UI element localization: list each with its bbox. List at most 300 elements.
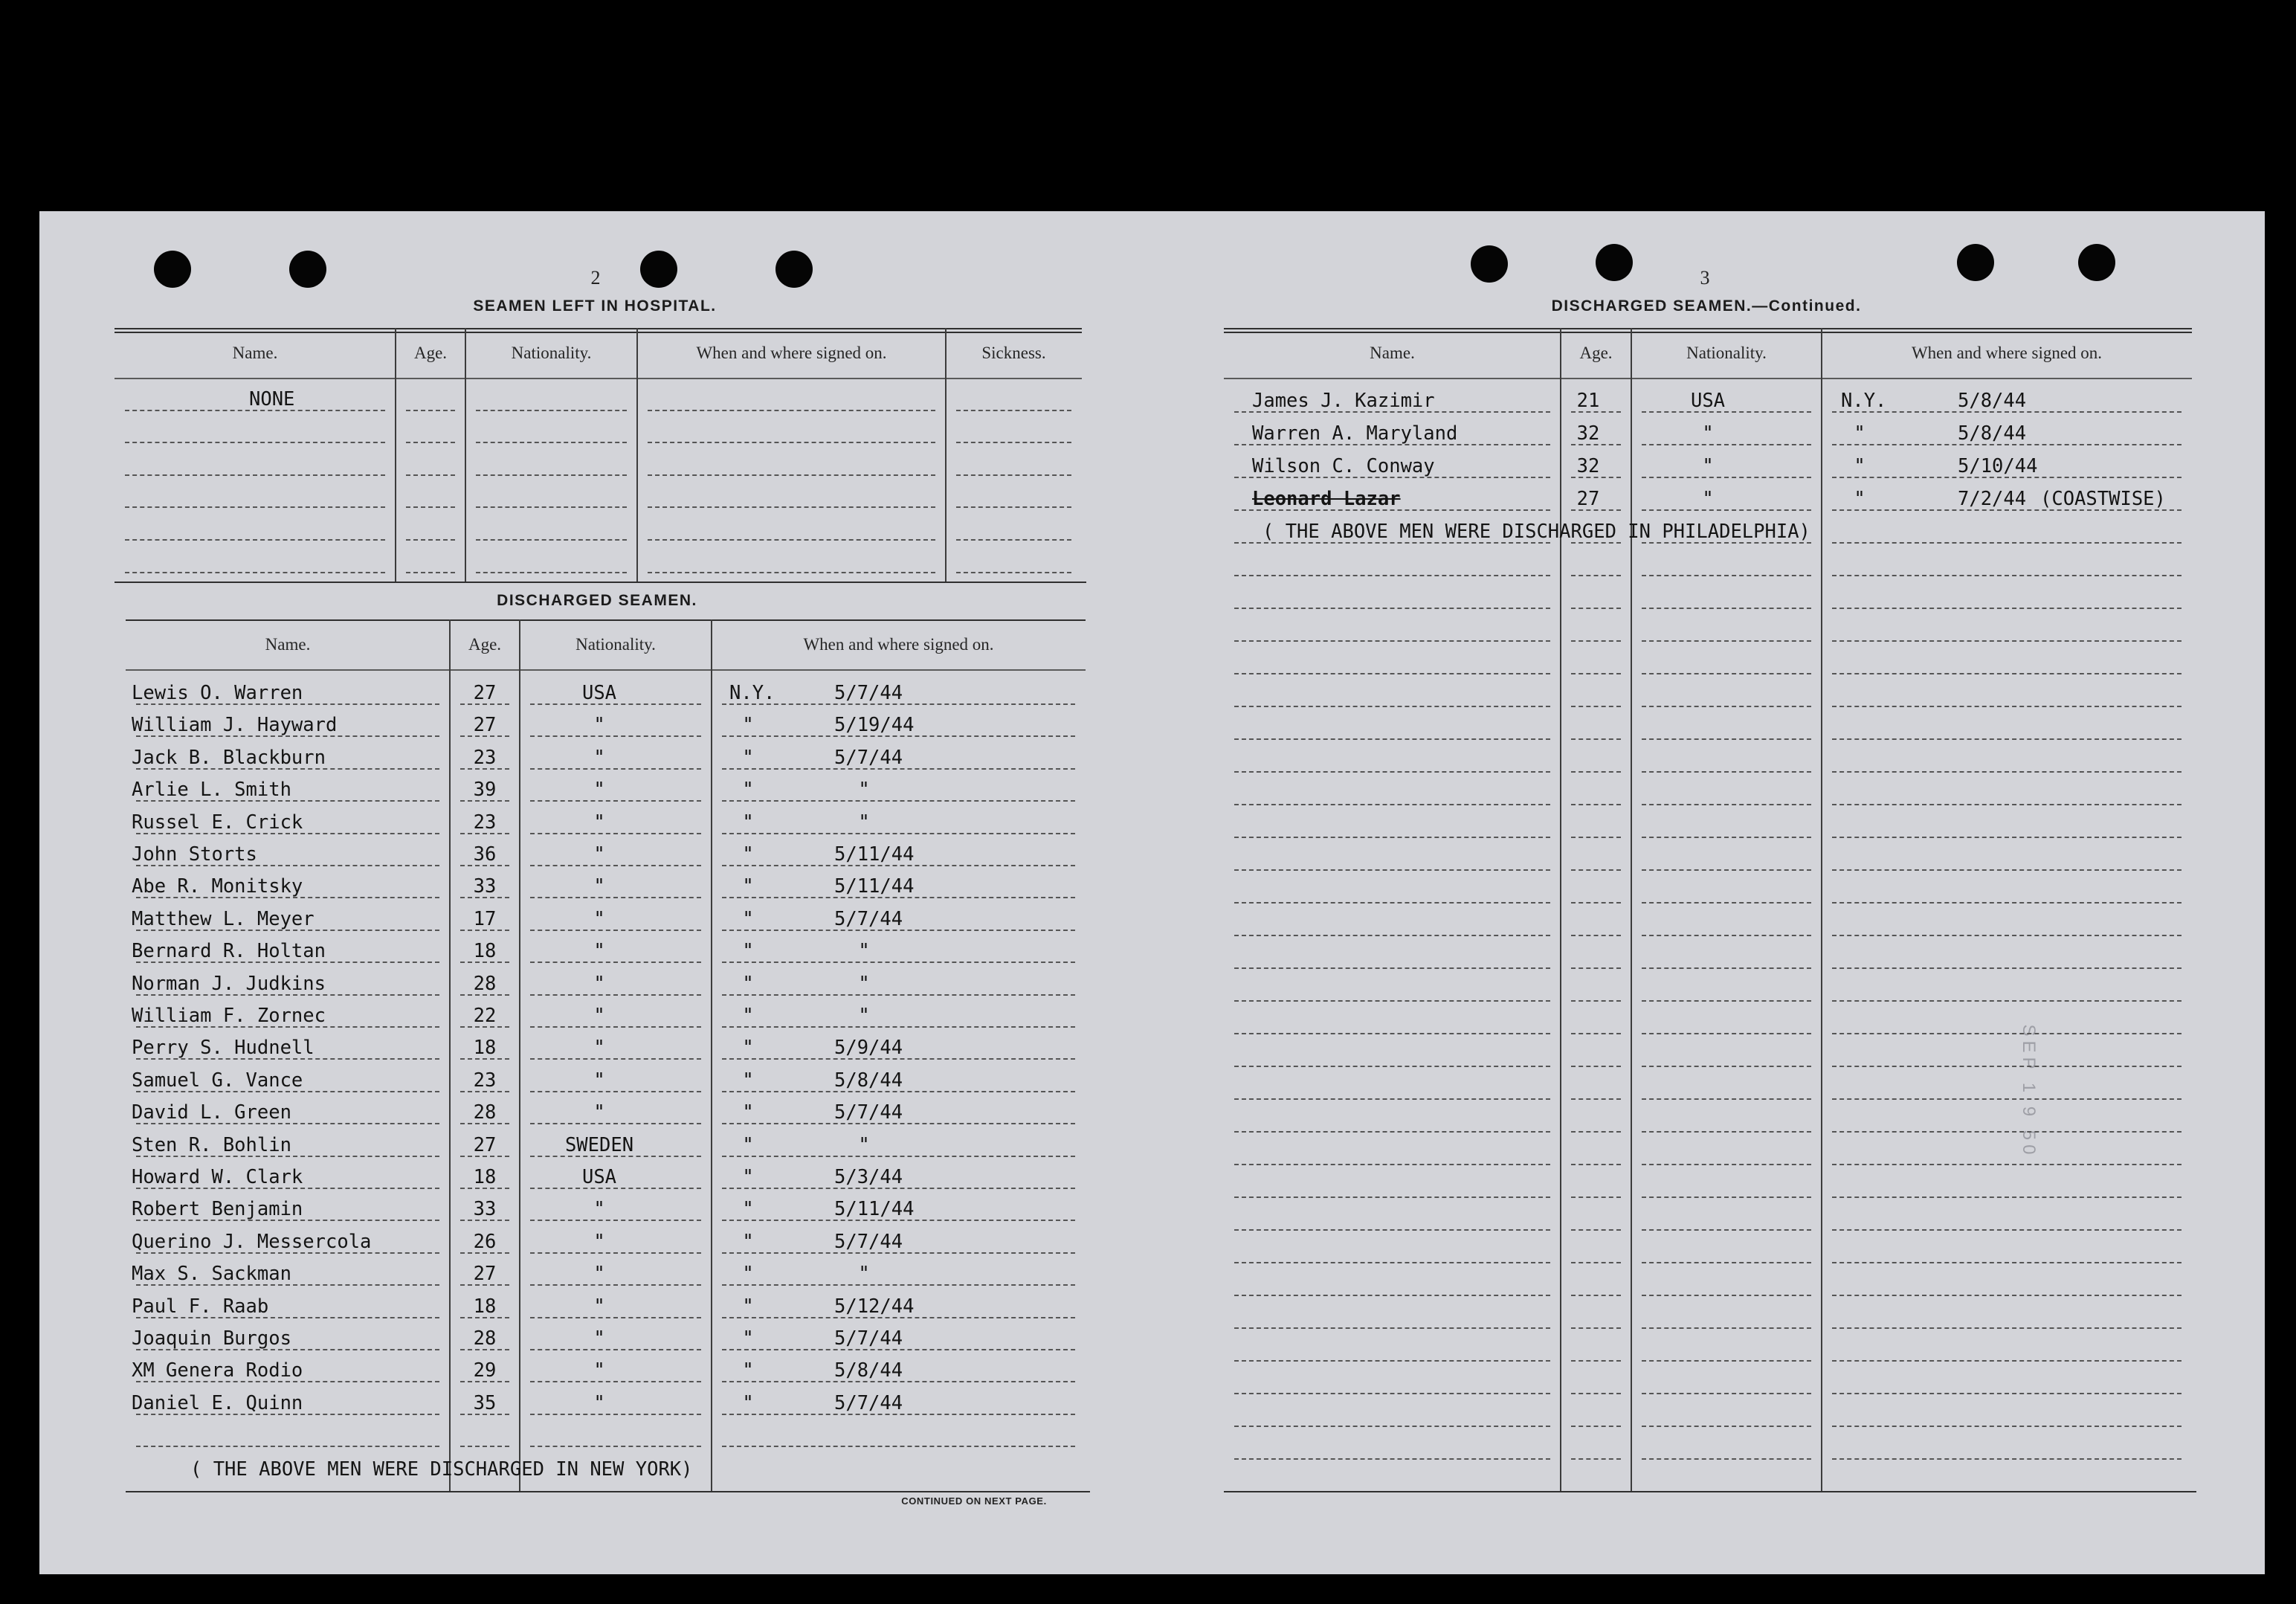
discharged-age-cell: 39 — [473, 779, 497, 802]
row-rule — [530, 1446, 701, 1447]
row-rule — [1234, 1327, 1550, 1329]
row-rule — [125, 474, 385, 476]
row-rule — [1234, 967, 1550, 969]
discharged-nationality-cell: " — [593, 1391, 605, 1414]
discharged-nationality-cell: " — [593, 1069, 605, 1092]
column-divider — [395, 328, 396, 582]
discharged-continued-header-signed_on: When and where signed on. — [1911, 344, 2103, 362]
row-rule — [648, 442, 935, 443]
row-rule — [406, 539, 455, 541]
row-rule — [648, 506, 935, 508]
discharged-nationality-cell: " — [593, 779, 605, 802]
row-rule — [530, 735, 701, 737]
row-rule — [1571, 738, 1621, 740]
row-rule — [530, 1317, 701, 1318]
row-rule — [1832, 1295, 2181, 1296]
discharged-nationality-cell: USA — [581, 682, 617, 704]
row-rule — [1571, 706, 1621, 707]
row-rule — [1571, 1000, 1621, 1002]
row-rule — [1234, 804, 1550, 805]
discharged-place-cell: " — [742, 1133, 754, 1156]
discharged-date-cell: 5/7/44 — [834, 682, 903, 704]
discharged-nationality-cell: " — [593, 1101, 605, 1124]
row-rule — [530, 1091, 701, 1092]
form-sheet — [39, 211, 2265, 1574]
discharged-note: ( THE ABOVE MEN WERE DISCHARGED IN NEW YORK) — [190, 1458, 693, 1481]
row-rule — [1832, 967, 2181, 969]
row-rule — [1234, 738, 1550, 740]
discharged-nationality-cell: " — [593, 1327, 605, 1350]
row-rule — [1571, 837, 1621, 838]
row-rule — [1234, 1458, 1550, 1460]
discharged-continued-header-name: Name. — [1370, 344, 1415, 362]
discharged-continued-age-cell: 21 — [1576, 390, 1600, 412]
discharged-age-cell: 27 — [473, 682, 497, 704]
discharged-continued-header-age: Age. — [1579, 344, 1613, 362]
row-rule — [1832, 1458, 2181, 1460]
discharged-date-cell: " — [858, 940, 870, 963]
punch-hole — [640, 251, 677, 288]
row-rule — [1642, 640, 1811, 642]
row-rule — [1832, 738, 2181, 740]
discharged-nationality-cell: " — [593, 1005, 605, 1027]
row-rule — [125, 539, 385, 541]
discharged-age-cell: 33 — [473, 875, 497, 898]
discharged-nationality-cell: " — [593, 1198, 605, 1221]
row-rule — [530, 962, 701, 963]
discharged-place-cell: " — [742, 1101, 754, 1124]
discharged-name-cell: Matthew L. Meyer — [132, 907, 315, 930]
discharged-place-cell: " — [742, 940, 754, 963]
row-rule — [530, 768, 701, 770]
row-rule — [722, 1284, 1075, 1286]
row-rule — [1832, 804, 2181, 805]
discharged-continued-nationality-cell: " — [1702, 422, 1714, 445]
row-rule — [1571, 673, 1621, 674]
row-rule — [648, 572, 935, 573]
row-rule — [1234, 673, 1550, 674]
discharged-section-title: DISCHARGED SEAMEN. — [497, 592, 697, 609]
row-rule — [1571, 869, 1621, 871]
discharged-continued-nationality-cell: " — [1702, 455, 1714, 477]
discharged-continued-place-cell: N.Y. — [1841, 390, 1887, 412]
row-rule — [1571, 640, 1621, 642]
row-rule — [1571, 1393, 1621, 1394]
discharged-name-cell: Joaquin Burgos — [132, 1327, 291, 1350]
discharged-place-cell: " — [742, 1037, 754, 1060]
discharged-age-cell: 36 — [473, 843, 497, 866]
row-rule — [1234, 575, 1550, 576]
discharged-name-cell: XM Genera Rodio — [132, 1359, 303, 1382]
discharged-name-cell: Lewis O. Warren — [132, 682, 303, 704]
row-rule — [1642, 935, 1811, 936]
discharged-age-cell: 18 — [473, 1037, 497, 1060]
row-rule — [1234, 1164, 1550, 1165]
discharged-date-cell: 5/11/44 — [834, 1198, 915, 1221]
row-rule — [1642, 804, 1811, 805]
discharged-continued-place-cell: " — [1854, 488, 1866, 510]
row-rule — [125, 572, 385, 573]
discharged-place-cell: " — [742, 779, 754, 802]
discharged-nationality-cell: " — [593, 843, 605, 866]
row-rule — [125, 442, 385, 443]
discharged-name-cell: Bernard R. Holtan — [132, 940, 326, 963]
hospital-header-nationality: Nationality. — [511, 344, 592, 362]
row-rule — [530, 1123, 701, 1124]
row-rule — [1234, 837, 1550, 838]
discharged-place-cell: " — [742, 1166, 754, 1188]
row-rule — [406, 572, 455, 573]
row-rule — [1234, 1426, 1550, 1427]
row-rule — [1642, 608, 1811, 609]
row-rule — [722, 1156, 1075, 1157]
discharged-place-cell: " — [742, 1263, 754, 1286]
row-rule — [530, 1220, 701, 1221]
row-rule — [648, 539, 935, 541]
discharged-date-cell: 5/7/44 — [834, 1327, 903, 1350]
row-rule — [530, 897, 701, 898]
discharged-date-cell: 5/8/44 — [834, 1069, 903, 1092]
discharged-continued-note: ( THE ABOVE MEN WERE DISCHARGED IN PHILADELPHIA) — [1263, 521, 1810, 543]
row-rule — [1571, 1360, 1621, 1362]
row-rule — [1234, 1295, 1550, 1296]
discharged-age-cell: 28 — [473, 972, 497, 995]
discharged-date-cell: 5/9/44 — [834, 1037, 903, 1060]
discharged-continued-age-cell: 32 — [1576, 422, 1600, 445]
discharged-continued-name-cell: Warren A. Maryland — [1252, 422, 1458, 445]
row-rule — [722, 1446, 1075, 1447]
row-rule — [1832, 902, 2181, 904]
column-divider — [945, 328, 947, 582]
discharged-date-cell: " — [858, 972, 870, 995]
hospital-header-signed_on: When and where signed on. — [696, 344, 887, 362]
discharged-nationality-cell: " — [593, 1295, 605, 1318]
row-rule — [1642, 1327, 1811, 1329]
discharged-nationality-cell: SWEDEN — [564, 1133, 634, 1156]
discharged-age-cell: 27 — [473, 1263, 497, 1286]
column-divider — [711, 619, 712, 1491]
discharged-date-cell: " — [858, 1133, 870, 1156]
discharged-date-cell: 5/7/44 — [834, 1230, 903, 1253]
row-rule — [1642, 967, 1811, 969]
row-rule — [1642, 1098, 1811, 1100]
header-rule — [115, 378, 1082, 379]
row-rule — [1832, 706, 2181, 707]
row-rule — [530, 994, 701, 996]
row-rule — [1832, 673, 2181, 674]
row-rule — [1832, 1196, 2181, 1198]
row-rule — [1234, 1131, 1550, 1133]
row-rule — [1832, 771, 2181, 773]
table-bottom-rule — [1224, 1491, 2196, 1492]
table-top-rule — [1224, 332, 2192, 333]
row-rule — [956, 539, 1071, 541]
discharged-name-cell: Max S. Sackman — [132, 1263, 291, 1286]
row-rule — [1642, 1426, 1811, 1427]
discharged-nationality-cell: " — [593, 907, 605, 930]
row-rule — [1571, 1164, 1621, 1165]
discharged-age-cell: 27 — [473, 714, 497, 737]
discharged-continued-date-cell: 5/10/44 — [1958, 455, 2038, 477]
discharged-name-cell: Norman J. Judkins — [132, 972, 326, 995]
row-rule — [722, 994, 1075, 996]
discharged-nationality-cell: " — [593, 714, 605, 737]
discharged-age-cell: 23 — [473, 746, 497, 769]
discharged-name-cell: Perry S. Hudnell — [132, 1037, 315, 1060]
table-bottom-rule — [115, 582, 1086, 583]
discharged-date-cell: 5/7/44 — [834, 907, 903, 930]
row-rule — [530, 1026, 701, 1028]
discharged-header-name: Name. — [265, 635, 311, 654]
discharged-name-cell: Querino J. Messercola — [132, 1230, 372, 1253]
row-rule — [1642, 444, 1811, 445]
row-rule — [1642, 1295, 1811, 1296]
page-number-left: 2 — [590, 267, 601, 289]
row-rule — [1234, 902, 1550, 904]
column-divider — [449, 619, 451, 1491]
column-divider — [1821, 328, 1822, 1491]
row-rule — [1832, 575, 2181, 576]
row-rule — [1571, 1426, 1621, 1427]
row-rule — [1571, 967, 1621, 969]
row-rule — [1832, 1327, 2181, 1329]
discharged-name-cell: Russel E. Crick — [132, 811, 303, 834]
row-rule — [1832, 1033, 2181, 1034]
discharged-continued-age-cell: 32 — [1576, 455, 1600, 477]
discharged-date-cell: " — [858, 811, 870, 834]
row-rule — [1234, 1098, 1550, 1100]
discharged-date-cell: 5/8/44 — [834, 1359, 903, 1382]
punch-hole — [2078, 244, 2115, 281]
discharged-name-cell: William F. Zornec — [132, 1005, 326, 1027]
row-rule — [530, 930, 701, 931]
punch-hole — [289, 251, 326, 288]
row-rule — [1571, 935, 1621, 936]
row-rule — [1234, 706, 1550, 707]
discharged-age-cell: 33 — [473, 1198, 497, 1221]
discharged-name-cell: Samuel G. Vance — [132, 1069, 303, 1092]
row-rule — [530, 865, 701, 866]
row-rule — [956, 410, 1071, 411]
discharged-nationality-cell: " — [593, 1359, 605, 1382]
row-rule — [1571, 575, 1621, 576]
discharged-name-cell: David L. Green — [132, 1101, 291, 1124]
row-rule — [476, 474, 627, 476]
row-rule — [1642, 477, 1811, 478]
discharged-continued-header-nationality: Nationality. — [1686, 344, 1767, 362]
discharged-header-age: Age. — [468, 635, 502, 654]
column-divider — [465, 328, 466, 582]
row-rule — [1832, 1393, 2181, 1394]
row-rule — [1832, 837, 2181, 838]
column-divider — [1560, 328, 1561, 1491]
row-rule — [1642, 1164, 1811, 1165]
row-rule — [1571, 771, 1621, 773]
discharged-nationality-cell: " — [593, 972, 605, 995]
discharged-name-cell: Robert Benjamin — [132, 1198, 303, 1221]
discharged-nationality-cell: " — [593, 1230, 605, 1253]
discharged-header-nationality: Nationality. — [575, 635, 656, 654]
row-rule — [1832, 1164, 2181, 1165]
discharged-date-cell: " — [858, 779, 870, 802]
discharged-place-cell: " — [742, 1069, 754, 1092]
discharged-continued-place-cell: " — [1854, 422, 1866, 445]
row-rule — [1642, 1000, 1811, 1002]
row-rule — [1642, 706, 1811, 707]
discharged-date-cell: 5/11/44 — [834, 875, 915, 898]
row-rule — [1642, 902, 1811, 904]
discharged-name-cell: Arlie L. Smith — [132, 779, 291, 802]
row-rule — [1234, 1262, 1550, 1263]
row-rule — [1832, 640, 2181, 642]
row-rule — [1832, 935, 2181, 936]
discharged-age-cell: 29 — [473, 1359, 497, 1382]
row-rule — [1571, 1131, 1621, 1133]
discharged-continued-date-cell: 7/2/44 — [1958, 488, 2027, 510]
discharged-nationality-cell: " — [593, 875, 605, 898]
row-rule — [1832, 869, 2181, 871]
row-rule — [956, 506, 1071, 508]
discharged-age-cell: 17 — [473, 907, 497, 930]
discharged-continued-nationality-cell: USA — [1690, 390, 1726, 412]
discharged-place-cell: " — [742, 907, 754, 930]
row-rule — [1832, 542, 2181, 544]
discharged-date-cell: 5/3/44 — [834, 1166, 903, 1188]
row-rule — [1571, 1033, 1621, 1034]
row-rule — [1234, 869, 1550, 871]
discharged-age-cell: 26 — [473, 1230, 497, 1253]
discharged-date-cell: " — [858, 1263, 870, 1286]
discharged-name-cell: Daniel E. Quinn — [132, 1391, 303, 1414]
discharged-name-cell: William J. Hayward — [132, 714, 338, 737]
row-rule — [476, 539, 627, 541]
discharged-nationality-cell: " — [593, 940, 605, 963]
row-rule — [136, 1446, 439, 1447]
page-number-right: 3 — [1700, 267, 1710, 289]
discharged-continued-date-cell: 5/8/44 — [1958, 390, 2027, 412]
row-rule — [530, 1284, 701, 1286]
discharged-age-cell: 18 — [473, 1295, 497, 1318]
discharged-nationality-cell: " — [593, 1037, 605, 1060]
row-rule — [1571, 1327, 1621, 1329]
table-top-rule — [1224, 328, 2192, 329]
row-rule — [530, 1058, 701, 1060]
row-rule — [1234, 1033, 1550, 1034]
row-rule — [406, 410, 455, 411]
row-rule — [476, 442, 627, 443]
punch-hole — [1596, 244, 1633, 281]
row-rule — [1234, 1229, 1550, 1231]
row-rule — [125, 506, 385, 508]
row-rule — [722, 1026, 1075, 1028]
row-rule — [1642, 1360, 1811, 1362]
column-divider — [519, 619, 520, 1491]
row-rule — [956, 572, 1071, 573]
row-rule — [1642, 1229, 1811, 1231]
row-rule — [1832, 1426, 2181, 1427]
discharged-date-cell: 5/7/44 — [834, 1391, 903, 1414]
row-rule — [648, 410, 935, 411]
discharged-age-cell: 22 — [473, 1005, 497, 1027]
header-rule — [126, 669, 1086, 671]
discharged-place-cell: " — [742, 1295, 754, 1318]
discharged-place-cell: " — [742, 1359, 754, 1382]
row-rule — [1571, 1196, 1621, 1198]
discharged-place-cell: " — [742, 811, 754, 834]
row-rule — [1832, 1262, 2181, 1263]
row-rule — [530, 1381, 701, 1382]
discharged-age-cell: 28 — [473, 1327, 497, 1350]
table-top-rule — [115, 332, 1082, 333]
row-rule — [1832, 1360, 2181, 1362]
discharged-name-cell: Sten R. Bohlin — [132, 1133, 291, 1156]
row-rule — [1642, 771, 1811, 773]
hospital-header-sickness: Sickness. — [981, 344, 1046, 362]
row-rule — [1571, 1458, 1621, 1460]
table-bottom-rule — [126, 1491, 1090, 1492]
row-rule — [1234, 608, 1550, 609]
discharged-date-cell: " — [858, 1005, 870, 1027]
row-rule — [460, 1446, 509, 1447]
column-divider — [1631, 328, 1632, 1491]
discharged-age-cell: 27 — [473, 1133, 497, 1156]
discharged-date-cell: 5/19/44 — [834, 714, 915, 737]
discharged-age-cell: 35 — [473, 1391, 497, 1414]
row-rule — [476, 506, 627, 508]
discharged-place-cell: N.Y. — [729, 682, 775, 704]
row-rule — [1571, 1098, 1621, 1100]
row-rule — [1234, 935, 1550, 936]
row-rule — [1832, 1229, 2181, 1231]
discharged-date-cell: 5/12/44 — [834, 1295, 915, 1318]
discharged-name-cell: Abe R. Monitsky — [132, 875, 303, 898]
discharged-continued-name-cell: Wilson C. Conway — [1252, 455, 1435, 477]
hospital-section-title: SEAMEN LEFT IN HOSPITAL. — [473, 297, 717, 315]
row-rule — [530, 1414, 701, 1415]
discharged-continued-date-cell: 5/8/44 — [1958, 422, 2027, 445]
discharged-header-signed_on: When and where signed on. — [803, 635, 994, 654]
hospital-name-cell: NONE — [249, 387, 295, 410]
discharged-continued-title: DISCHARGED SEAMEN.—Continued. — [1551, 297, 1862, 315]
row-rule — [722, 962, 1075, 963]
discharged-continued-age-cell: 27 — [1576, 488, 1600, 510]
row-rule — [1234, 771, 1550, 773]
discharged-place-cell: " — [742, 1327, 754, 1350]
punch-hole — [1471, 245, 1508, 283]
row-rule — [1642, 1262, 1811, 1263]
row-rule — [956, 442, 1071, 443]
header-rule — [1224, 378, 2192, 379]
row-rule — [406, 474, 455, 476]
punch-hole — [1957, 244, 1994, 281]
discharged-place-cell: " — [742, 843, 754, 866]
discharged-nationality-cell: " — [593, 1263, 605, 1286]
row-rule — [530, 1252, 701, 1254]
row-rule — [1571, 1295, 1621, 1296]
discharged-place-cell: " — [742, 1005, 754, 1027]
row-rule — [1571, 1262, 1621, 1263]
punch-hole — [775, 251, 813, 288]
row-rule — [406, 442, 455, 443]
discharged-age-cell: 23 — [473, 811, 497, 834]
discharged-date-cell: 5/7/44 — [834, 1101, 903, 1124]
row-rule — [956, 474, 1071, 476]
hospital-header-age: Age. — [413, 344, 448, 362]
discharged-place-cell: " — [742, 972, 754, 995]
discharged-name-cell: Howard W. Clark — [132, 1166, 303, 1188]
column-divider — [636, 328, 638, 582]
row-rule — [530, 1349, 701, 1350]
